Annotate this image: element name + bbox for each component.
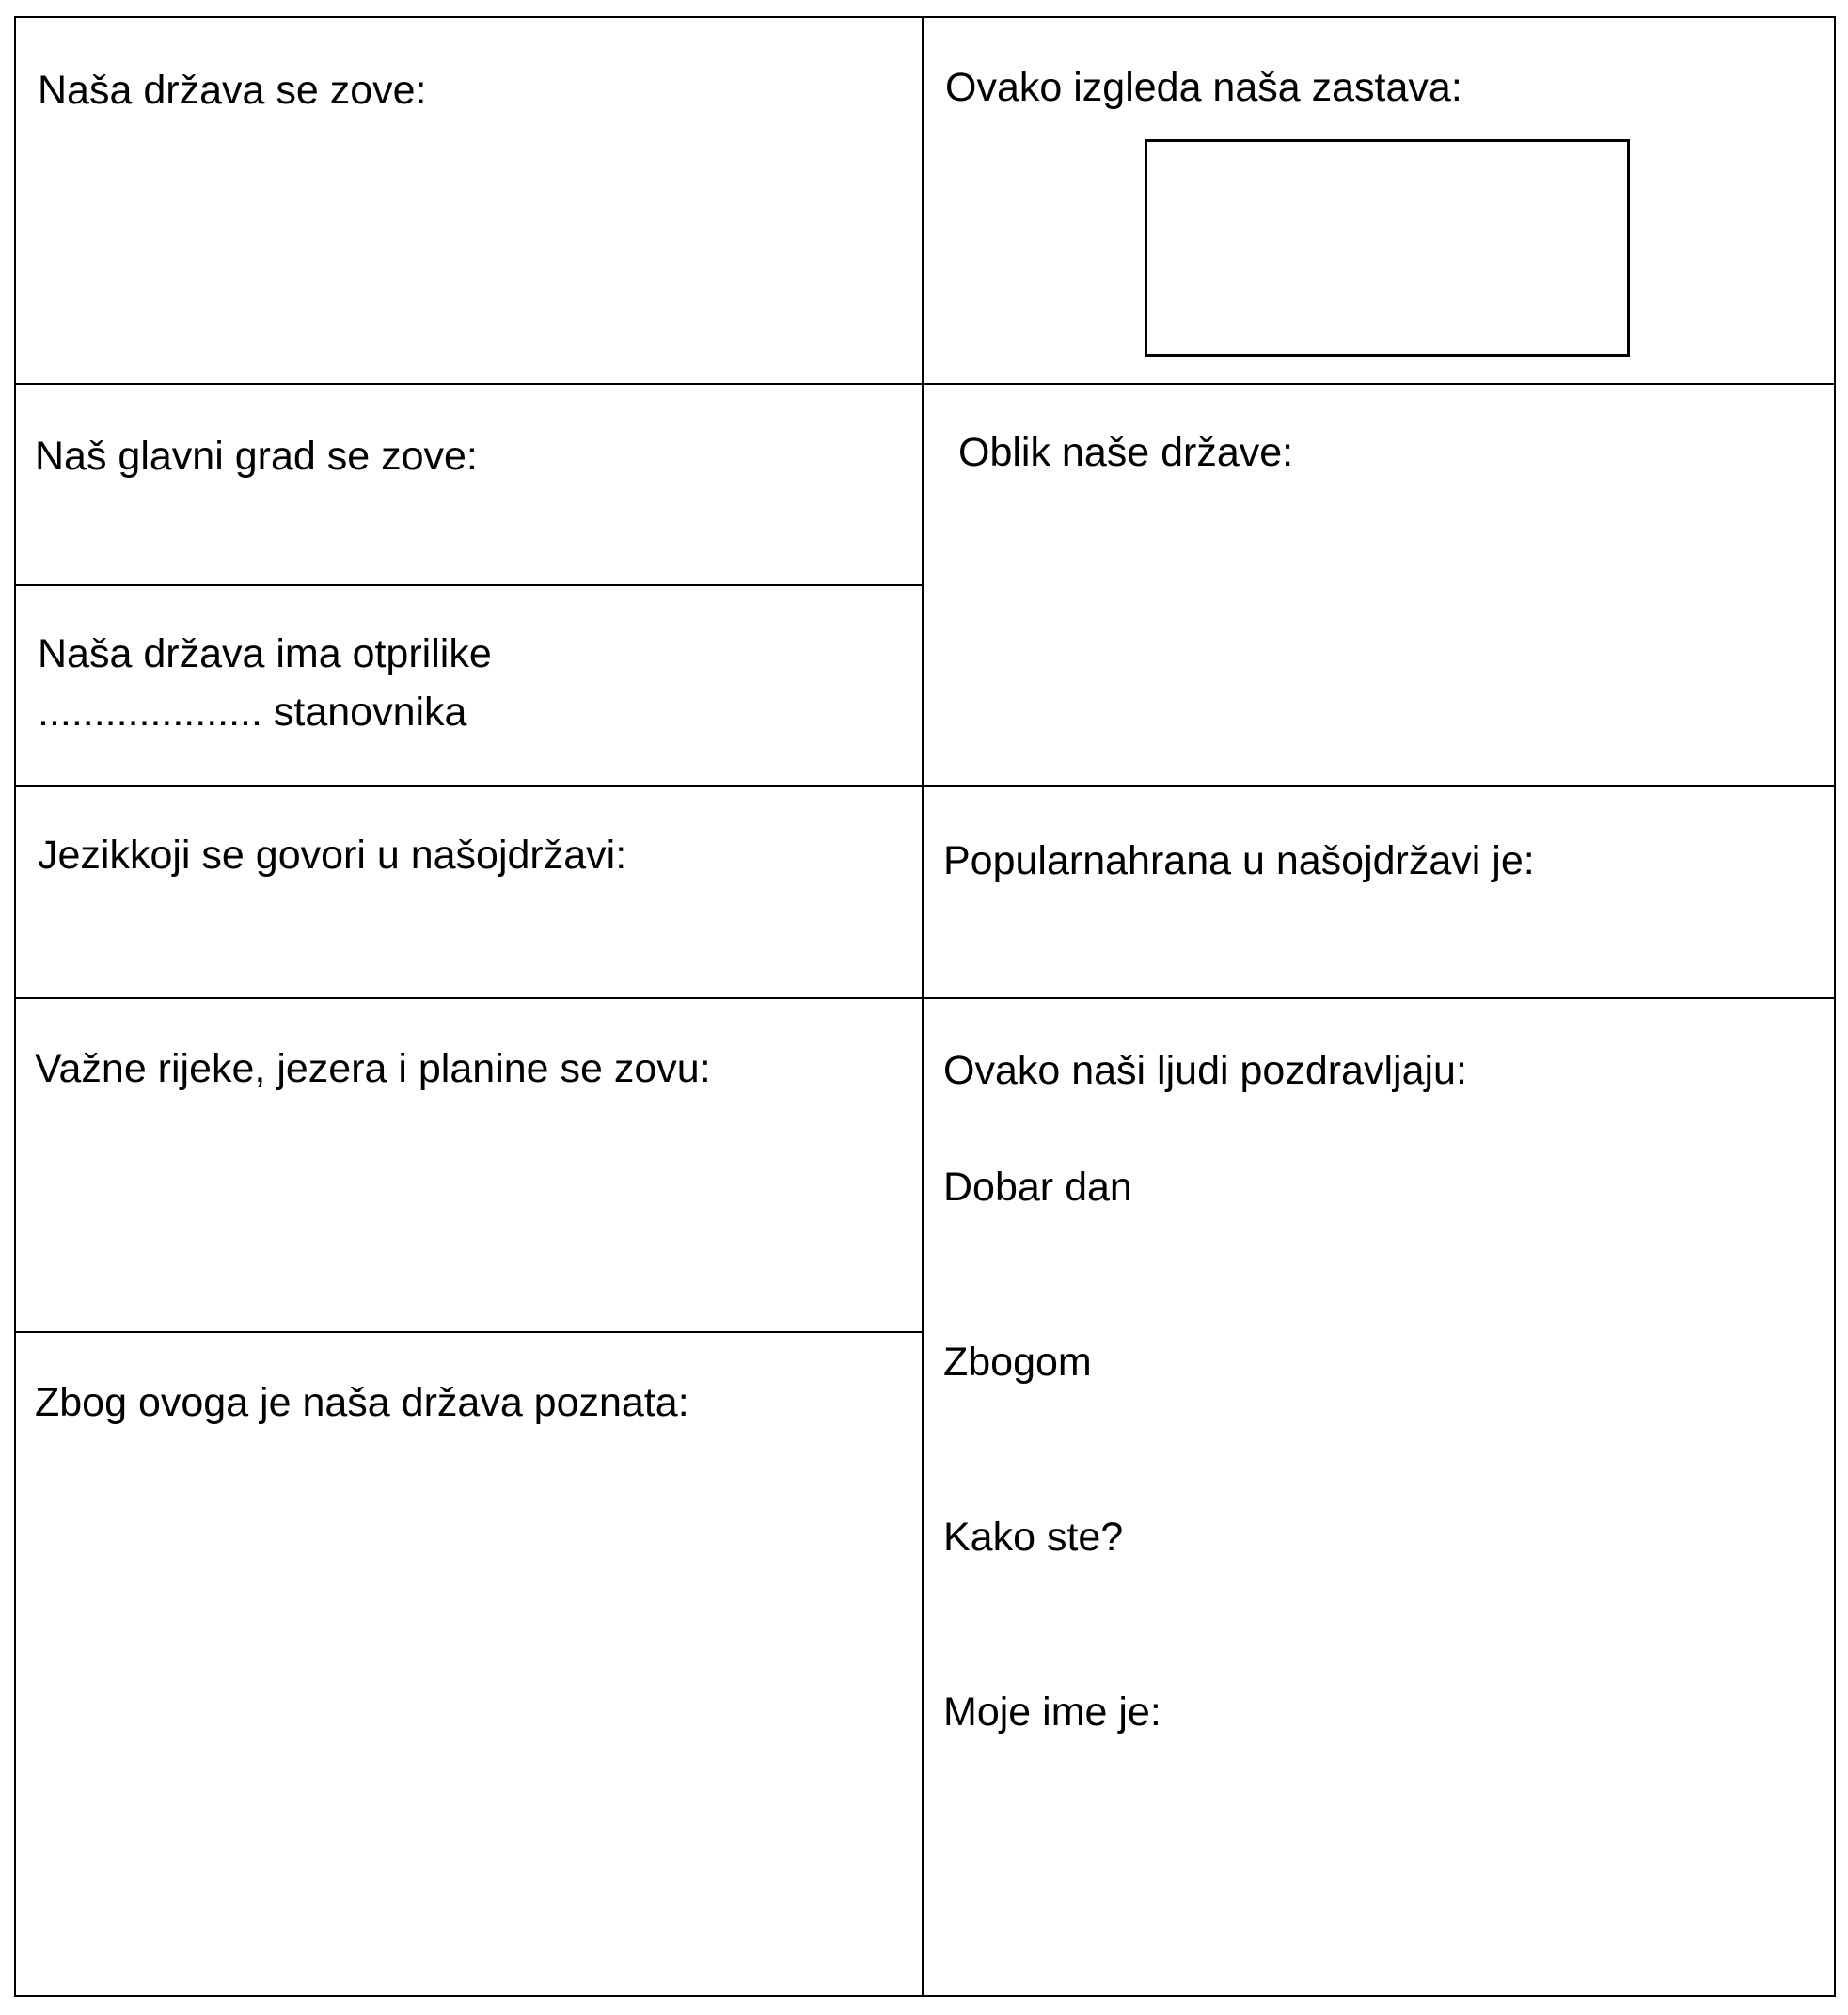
country-name-prompt: Naša država se zove: xyxy=(38,68,427,113)
shape-prompt: Oblik naše države: xyxy=(958,430,1294,475)
row-divider-1 xyxy=(14,383,1836,385)
language-prompt: Jezikkoji se govori u našojdržavi: xyxy=(38,833,627,878)
food-prompt: Popularnahrana u našojdržavi je: xyxy=(943,838,1535,883)
flag-drawing-box xyxy=(1145,139,1630,357)
row-divider-5-left xyxy=(14,1331,924,1333)
center-divider xyxy=(922,16,924,1997)
border-right xyxy=(1834,16,1836,1997)
greeting-item: Moje ime je: xyxy=(943,1690,1161,1735)
capital-prompt: Naš glavni grad se zove: xyxy=(35,434,478,479)
row-divider-3 xyxy=(14,785,1836,787)
population-prompt-line1: Naša država ima otprilike xyxy=(38,631,492,676)
famous-for-prompt: Zbog ovoga je naša država poznata: xyxy=(35,1380,689,1425)
row-divider-2-left xyxy=(14,584,924,586)
border-bottom xyxy=(14,1995,1836,1997)
greetings-prompt: Ovako naši ljudi pozdravljaju: xyxy=(943,1048,1467,1093)
row-divider-4 xyxy=(14,997,1836,999)
border-top xyxy=(14,16,1836,18)
flag-prompt: Ovako izgleda naša zastava: xyxy=(945,65,1462,110)
greeting-item: Kako ste? xyxy=(943,1515,1124,1560)
geography-prompt: Važne rijeke, jezera i planine se zovu: xyxy=(35,1046,711,1091)
border-left xyxy=(14,16,16,1997)
population-prompt-line2: .................... stanovnika xyxy=(38,690,467,735)
greeting-item: Zbogom xyxy=(943,1340,1092,1385)
greeting-item: Dobar dan xyxy=(943,1165,1132,1210)
